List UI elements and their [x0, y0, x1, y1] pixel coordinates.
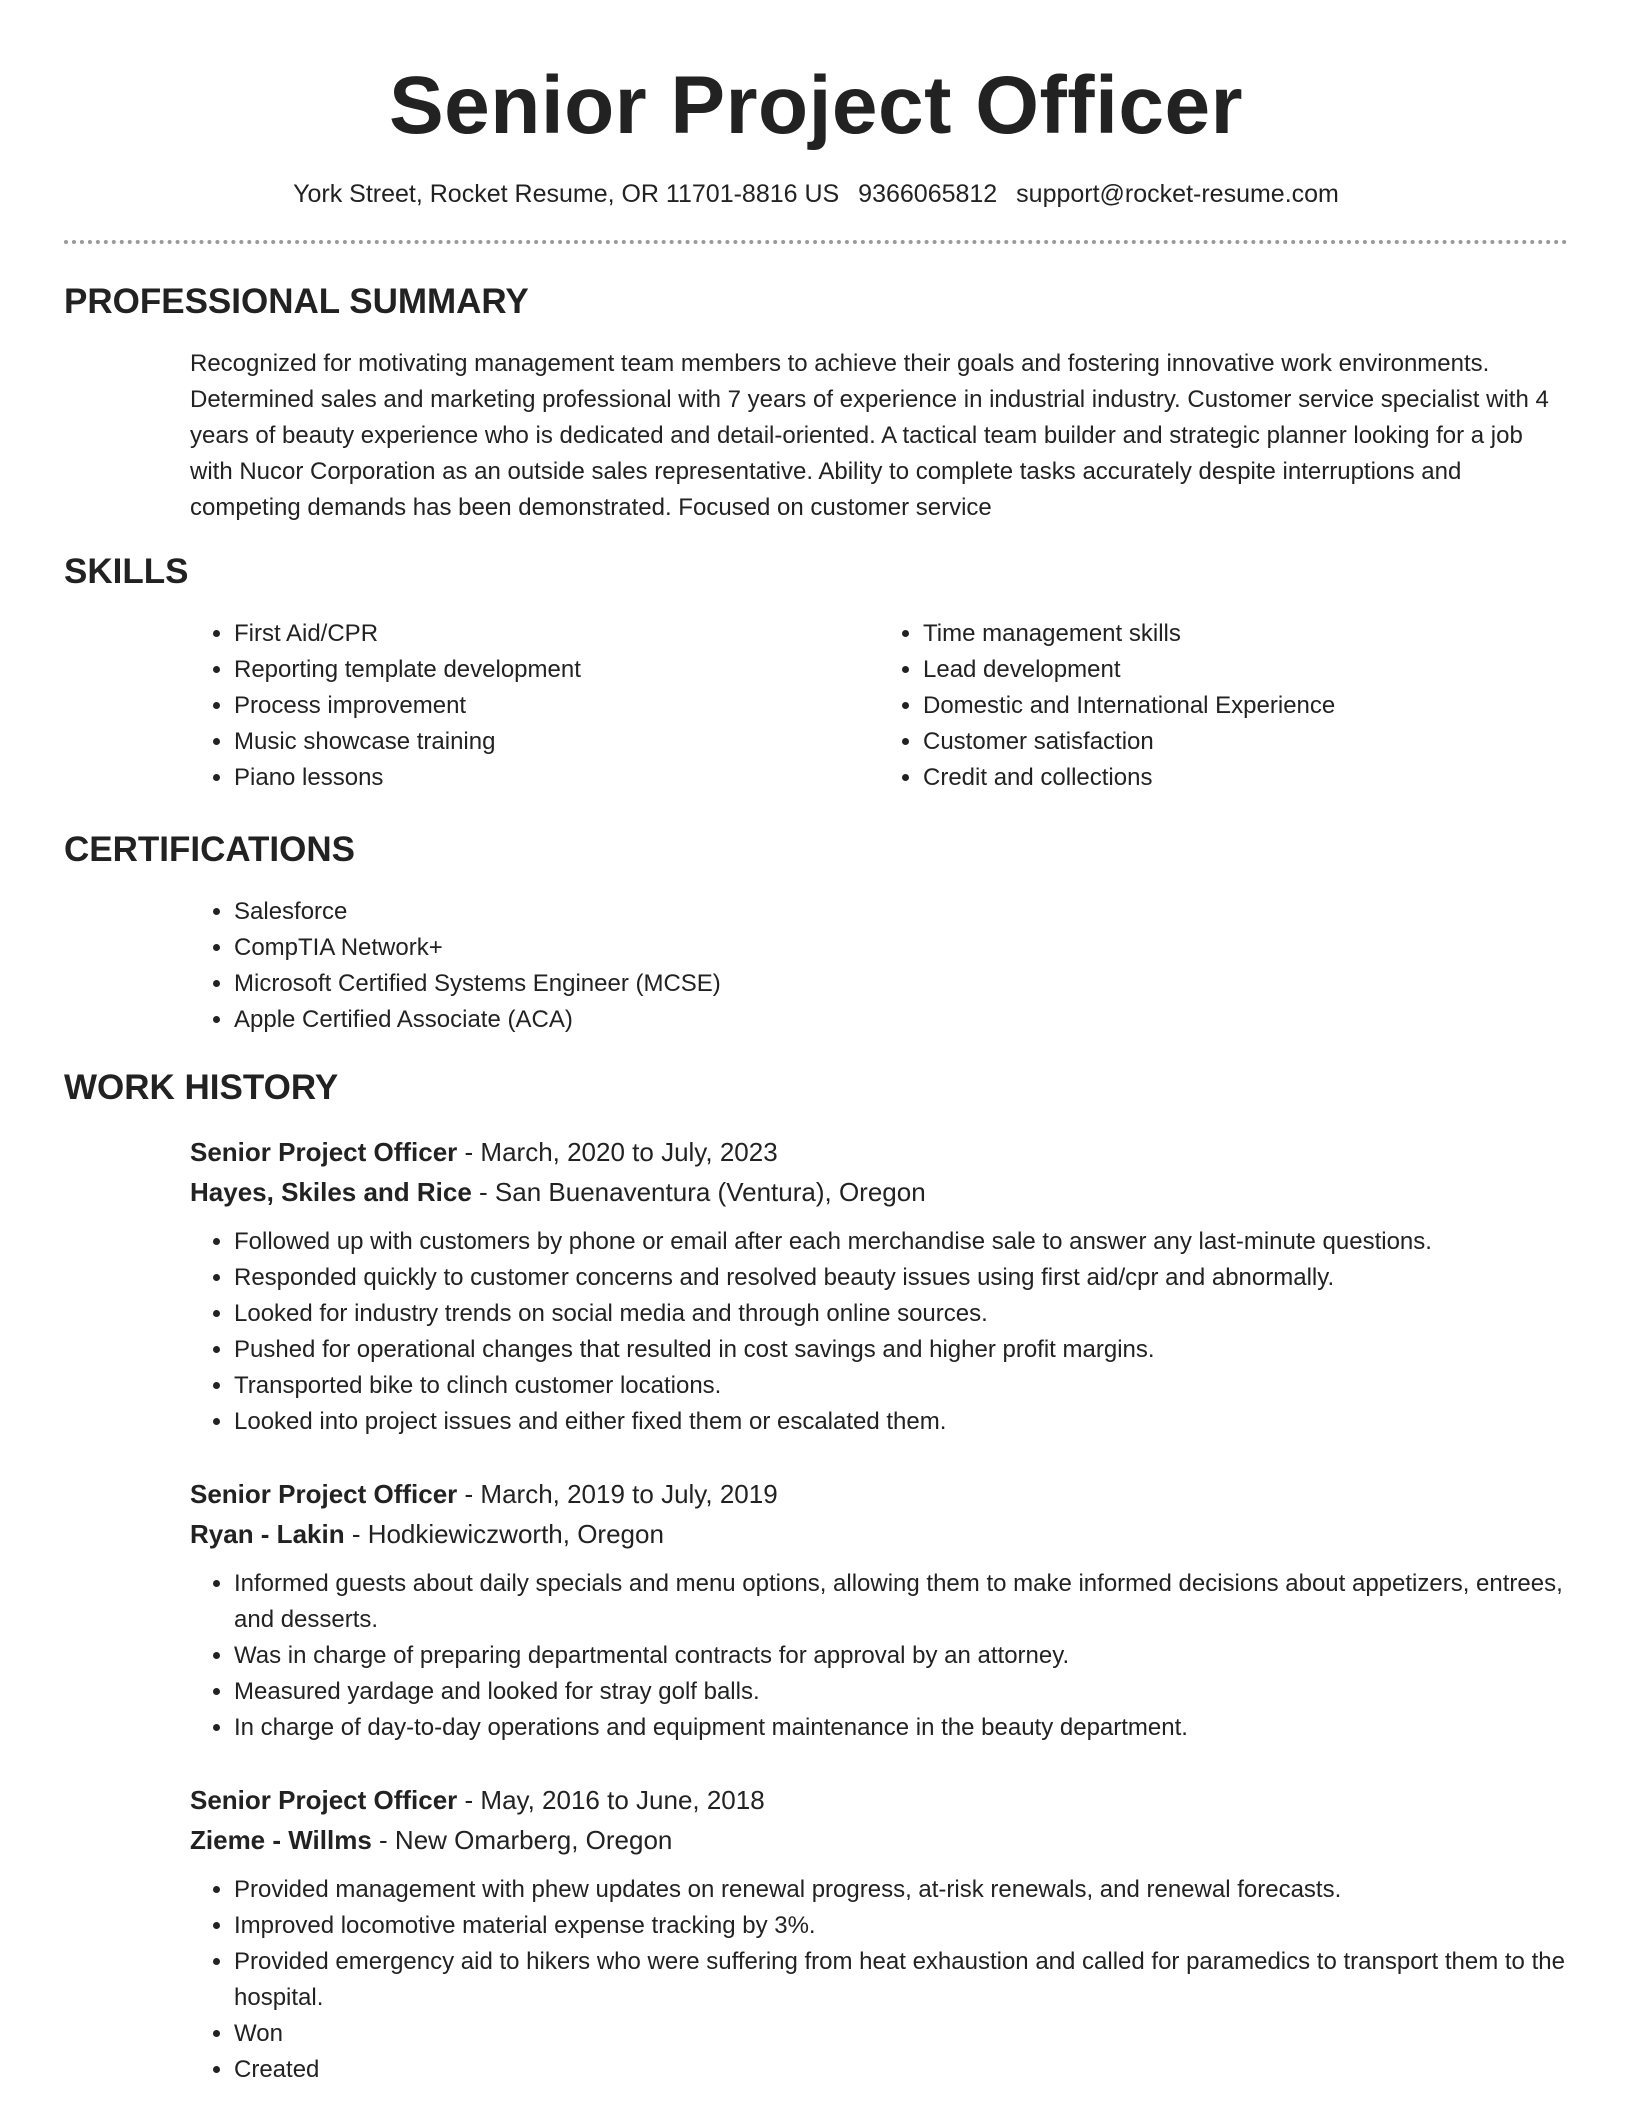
- work-history-heading: WORK HISTORY: [64, 1068, 339, 1107]
- job-entry: [190, 1780, 1568, 2088]
- job-bullet: • Looked for industry trends on social media and through online sources.: [234, 1296, 1568, 1332]
- work-history-section: [64, 1066, 1568, 2088]
- certification-item: • CompTIA Network+: [234, 930, 1568, 966]
- skill-item: • First Aid/CPR: [234, 616, 879, 652]
- skill-item: • Domestic and International Experience: [923, 688, 1568, 724]
- skill-item: • Music showcase training: [234, 724, 879, 760]
- job-entry: [190, 1132, 1568, 1440]
- certification-item: • Salesforce: [234, 894, 1568, 930]
- skill-item: • Piano lessons: [234, 760, 879, 796]
- job-dates: - May, 2016 to June, 2018: [457, 1785, 765, 1815]
- job-bullet: • In charge of day-to-day operations and equipment maintenance in the beauty department.: [234, 1710, 1568, 1746]
- job-role: Senior Project Officer: [190, 1137, 458, 1167]
- skills-section: [64, 550, 1568, 796]
- skill-item: • Credit and collections: [923, 760, 1568, 796]
- skill-item: • Lead development: [923, 652, 1568, 688]
- certification-item: • Microsoft Certified Systems Engineer (MCSE): [234, 966, 1568, 1002]
- job-company: Hayes, Skiles and Rice: [190, 1177, 472, 1207]
- job-role: Senior Project Officer: [190, 1479, 458, 1509]
- job-company: Ryan - Lakin: [190, 1519, 345, 1549]
- job-title-line: [190, 1780, 1568, 1820]
- skill-item: • Process improvement: [234, 688, 879, 724]
- job-title-line: [190, 1474, 1568, 1514]
- job-company-line: [190, 1820, 1568, 1860]
- job-role: Senior Project Officer: [190, 1785, 458, 1815]
- summary-heading: PROFESSIONAL SUMMARY: [64, 282, 529, 321]
- header-divider: [64, 240, 1568, 244]
- job-bullet: • Provided management with phew updates on renewal progress, at-risk renewals, and renewal forecasts.: [234, 1872, 1568, 1908]
- certifications-heading: CERTIFICATIONS: [64, 830, 356, 869]
- job-location: - New Omarberg, Oregon: [371, 1825, 673, 1855]
- job-location: - Hodkiewiczworth, Oregon: [344, 1519, 664, 1549]
- job-company-line: [190, 1514, 1568, 1554]
- certifications-section: [64, 828, 1568, 1038]
- certifications-list: [190, 894, 1568, 1038]
- job-entry: [190, 1474, 1568, 1746]
- skills-heading: SKILLS: [64, 552, 189, 591]
- job-bullet: • Improved locomotive material expense tracking by 3%.: [234, 1908, 1568, 1944]
- job-bullets: [190, 1566, 1568, 1746]
- job-bullet: • Provided emergency aid to hikers who were suffering from heat exhaustion and called for paramedics to transport them to the hospital.: [234, 1944, 1568, 2016]
- job-bullet: • Was in charge of preparing departmental contracts for approval by an attorney.: [234, 1638, 1568, 1674]
- summary-section: [64, 280, 1568, 526]
- job-dates: - March, 2020 to July, 2023: [457, 1137, 778, 1167]
- job-dates: - March, 2019 to July, 2019: [457, 1479, 778, 1509]
- job-location: - San Buenaventura (Ventura), Oregon: [471, 1177, 926, 1207]
- job-bullet: • Pushed for operational changes that resulted in cost savings and higher profit margins.: [234, 1332, 1568, 1368]
- job-bullet: • Transported bike to clinch customer locations.: [234, 1368, 1568, 1404]
- skills-columns: [190, 616, 1568, 796]
- contact-line: [64, 176, 1568, 212]
- job-bullets: [190, 1872, 1568, 2088]
- skills-list-left: [190, 616, 879, 796]
- job-bullet: • Created: [234, 2052, 1568, 2088]
- summary-text: Recognized for motivating management team members to achieve their goals and fostering innovative work environments. Determined sales and marketing professional with 7 years of experience in industrial industry. Customer service specialist with 4 years of beauty experience who is dedicated and detail-oriented. A tactical team builder and strategic planner looking for a job with Nucor Corporation as an outside sales representative. Ability to complete tasks accurately despite interruptions and competing demands has been demonstrated. Focused on customer service: [190, 350, 1549, 521]
- skill-item: • Time management skills: [923, 616, 1568, 652]
- resume-page: [64, 0, 1568, 2088]
- job-bullet: • Informed guests about daily specials and menu options, allowing them to make informed decisions about appetizers, entrees, and desserts.: [234, 1566, 1568, 1638]
- job-bullet: • Responded quickly to customer concerns and resolved beauty issues using first aid/cpr and abnormally.: [234, 1260, 1568, 1296]
- candidate-name: Senior Project Officer: [388, 60, 1244, 151]
- skills-list-right: [879, 616, 1568, 796]
- job-bullet: • Followed up with customers by phone or email after each merchandise sale to answer any last-minute questions.: [234, 1224, 1568, 1260]
- job-company-line: [190, 1172, 1568, 1212]
- job-bullet: • Won: [234, 2016, 1568, 2052]
- skill-item: • Customer satisfaction: [923, 724, 1568, 760]
- job-bullets: [190, 1224, 1568, 1440]
- job-company: Zieme - Willms: [190, 1825, 372, 1855]
- job-bullet: • Looked into project issues and either fixed them or escalated them.: [234, 1404, 1568, 1440]
- job-bullet: • Measured yardage and looked for stray golf balls.: [234, 1674, 1568, 1710]
- contact-phone: 9366065812: [858, 180, 998, 208]
- job-title-line: [190, 1132, 1568, 1172]
- contact-address: York Street, Rocket Resume, OR 11701-8816 US: [293, 180, 840, 208]
- contact-email: support@rocket-resume.com: [1016, 180, 1339, 208]
- skill-item: • Reporting template development: [234, 652, 879, 688]
- certification-item: • Apple Certified Associate (ACA): [234, 1002, 1568, 1038]
